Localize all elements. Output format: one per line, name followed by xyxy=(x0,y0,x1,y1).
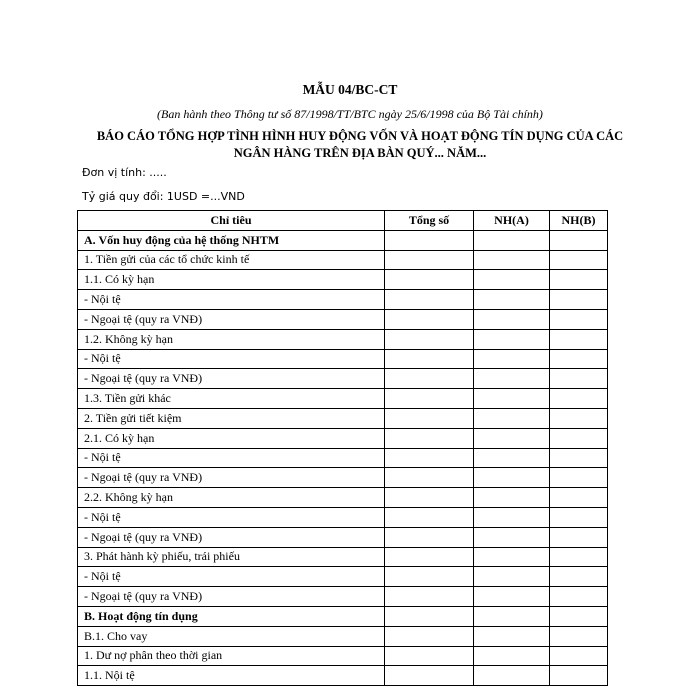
row-label: B. Hoạt động tín dụng xyxy=(78,606,385,626)
bank-b-cell xyxy=(550,547,608,567)
total-cell xyxy=(385,646,474,666)
row-label: - Nội tệ xyxy=(78,349,385,369)
bank-a-cell xyxy=(474,488,550,508)
row-label: 1. Dư nợ phân theo thời gian xyxy=(78,646,385,666)
bank-b-cell xyxy=(550,369,608,389)
bank-a-cell xyxy=(474,547,550,567)
bank-b-cell xyxy=(550,507,608,527)
bank-a-cell xyxy=(474,626,550,646)
bank-a-cell xyxy=(474,230,550,250)
table-row xyxy=(78,270,608,290)
bank-b-cell xyxy=(550,666,608,686)
report-title xyxy=(90,128,630,162)
bank-a-cell xyxy=(474,507,550,527)
bank-a-cell xyxy=(474,527,550,547)
table-row xyxy=(78,389,608,409)
total-cell xyxy=(385,606,474,626)
row-label: 2.1. Có kỳ hạn xyxy=(78,428,385,448)
unit-line: Đơn vị tính: ..... xyxy=(82,166,167,179)
report-title-line-2: NGÂN HÀNG TRÊN ĐỊA BÀN QUÝ... NĂM... xyxy=(233,146,487,160)
total-cell xyxy=(385,587,474,607)
bank-a-cell xyxy=(474,606,550,626)
total-cell xyxy=(385,547,474,567)
row-label: - Ngoại tệ (quy ra VNĐ) xyxy=(78,468,385,488)
total-cell xyxy=(385,349,474,369)
bank-a-cell xyxy=(474,290,550,310)
report-title-line-1: BÁO CÁO TỔNG HỢP TÌNH HÌNH HUY ĐỘNG VỐN VÀ HOẠT ĐỘNG TÍN DỤNG CỦA CÁC xyxy=(96,129,624,143)
row-label: - Nội tệ xyxy=(78,507,385,527)
table-row xyxy=(78,468,608,488)
issued-by-note: (Ban hành theo Thông tư số 87/1998/TT/BTC ngày 25/6/1998 của Bộ Tài chính) xyxy=(157,107,543,121)
total-cell xyxy=(385,626,474,646)
bank-b-cell xyxy=(550,646,608,666)
bank-a-cell xyxy=(474,270,550,290)
bank-b-cell xyxy=(550,606,608,626)
bank-b-cell xyxy=(550,309,608,329)
table-row xyxy=(78,567,608,587)
total-cell xyxy=(385,389,474,409)
total-cell xyxy=(385,290,474,310)
table-row xyxy=(78,428,608,448)
row-label: - Nội tệ xyxy=(78,567,385,587)
bank-a-cell xyxy=(474,408,550,428)
total-cell xyxy=(385,527,474,547)
table-row xyxy=(78,646,608,666)
row-label: 1.1. Có kỳ hạn xyxy=(78,270,385,290)
bank-a-cell xyxy=(474,567,550,587)
bank-b-cell xyxy=(550,448,608,468)
bank-b-cell xyxy=(550,290,608,310)
form-code: MẪU 04/BC-CT xyxy=(302,82,398,97)
total-cell xyxy=(385,309,474,329)
table-row xyxy=(78,448,608,468)
row-label: - Nội tệ xyxy=(78,448,385,468)
bank-a-cell xyxy=(474,250,550,270)
total-cell xyxy=(385,230,474,250)
total-cell xyxy=(385,369,474,389)
row-label: B.1. Cho vay xyxy=(78,626,385,646)
table-row xyxy=(78,290,608,310)
bank-a-cell xyxy=(474,666,550,686)
bank-a-cell xyxy=(474,468,550,488)
total-cell xyxy=(385,428,474,448)
exchange-rate-line: Tỷ giá quy đổi: 1USD =...VND xyxy=(82,190,245,203)
table-row xyxy=(78,527,608,547)
table-row xyxy=(78,408,608,428)
bank-b-cell xyxy=(550,230,608,250)
row-label: 2. Tiền gửi tiết kiệm xyxy=(78,408,385,428)
total-cell xyxy=(385,408,474,428)
bank-a-cell xyxy=(474,309,550,329)
row-label: 3. Phát hành kỳ phiếu, trái phiếu xyxy=(78,547,385,567)
bank-b-cell xyxy=(550,329,608,349)
bank-a-cell xyxy=(474,349,550,369)
row-label: 1.3. Tiền gửi khác xyxy=(78,389,385,409)
bank-b-cell xyxy=(550,626,608,646)
row-label: - Ngoại tệ (quy ra VNĐ) xyxy=(78,309,385,329)
total-cell xyxy=(385,666,474,686)
row-label: - Ngoại tệ (quy ra VNĐ) xyxy=(78,369,385,389)
bank-a-cell xyxy=(474,646,550,666)
row-label: A. Vốn huy động của hệ thống NHTM xyxy=(78,230,385,250)
bank-b-cell xyxy=(550,389,608,409)
report-table xyxy=(77,210,608,686)
bank-a-cell xyxy=(474,389,550,409)
bank-b-cell xyxy=(550,270,608,290)
row-label: 1.1. Nội tệ xyxy=(78,666,385,686)
total-cell xyxy=(385,270,474,290)
row-label: 1.2. Không kỳ hạn xyxy=(78,329,385,349)
row-label: - Ngoại tệ (quy ra VNĐ) xyxy=(78,587,385,607)
row-label: 2.2. Không kỳ hạn xyxy=(78,488,385,508)
table-row xyxy=(78,547,608,567)
bank-a-cell xyxy=(474,448,550,468)
table-body xyxy=(78,230,608,685)
column-header-indicator: Chỉ tiêu xyxy=(78,211,385,231)
column-header-bank-b: NH(B) xyxy=(550,211,608,231)
table-row xyxy=(78,606,608,626)
row-label: - Nội tệ xyxy=(78,290,385,310)
column-header-total: Tổng số xyxy=(385,211,474,231)
bank-b-cell xyxy=(550,408,608,428)
column-header-bank-a: NH(A) xyxy=(474,211,550,231)
bank-b-cell xyxy=(550,468,608,488)
table-row xyxy=(78,626,608,646)
total-cell xyxy=(385,567,474,587)
table-row xyxy=(78,250,608,270)
total-cell xyxy=(385,507,474,527)
bank-b-cell xyxy=(550,428,608,448)
table-row xyxy=(78,329,608,349)
bank-a-cell xyxy=(474,587,550,607)
bank-b-cell xyxy=(550,250,608,270)
table-row xyxy=(78,349,608,369)
table-row xyxy=(78,230,608,250)
row-label: 1. Tiền gửi của các tổ chức kinh tế xyxy=(78,250,385,270)
bank-b-cell xyxy=(550,527,608,547)
row-label: - Ngoại tệ (quy ra VNĐ) xyxy=(78,527,385,547)
total-cell xyxy=(385,448,474,468)
table-row xyxy=(78,369,608,389)
total-cell xyxy=(385,488,474,508)
table-row xyxy=(78,587,608,607)
table-row xyxy=(78,309,608,329)
table-row xyxy=(78,666,608,686)
bank-a-cell xyxy=(474,369,550,389)
total-cell xyxy=(385,250,474,270)
total-cell xyxy=(385,468,474,488)
bank-b-cell xyxy=(550,488,608,508)
bank-b-cell xyxy=(550,349,608,369)
table-header-row xyxy=(78,211,608,231)
total-cell xyxy=(385,329,474,349)
bank-b-cell xyxy=(550,587,608,607)
table-row xyxy=(78,507,608,527)
bank-a-cell xyxy=(474,428,550,448)
table-row xyxy=(78,488,608,508)
bank-b-cell xyxy=(550,567,608,587)
bank-a-cell xyxy=(474,329,550,349)
